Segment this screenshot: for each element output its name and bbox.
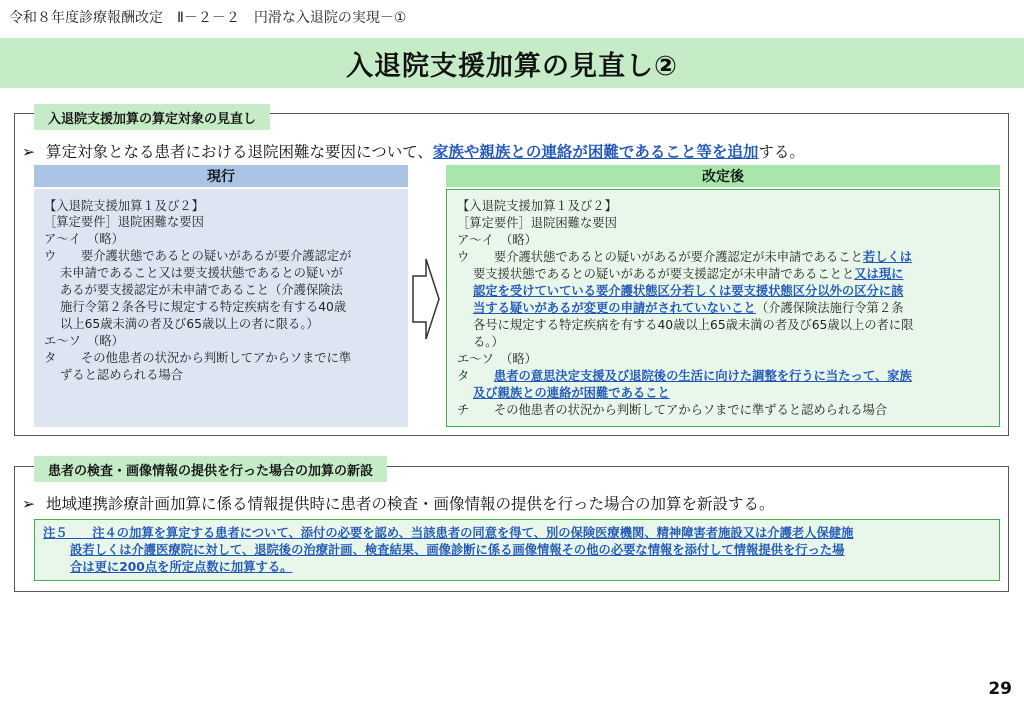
current-line: 以上65歳未満の者及び65歳以上の者に限る。） bbox=[60, 317, 319, 331]
note-line: 設若しくは介護医療院に対して、退院後の治療計画、検査結果、画像診断に係る画像情報その他の必要な情報を添付して情報提供を行った場 bbox=[70, 543, 845, 557]
bullet-image-info: ➢ 地域連携診療計画加算に係る情報提供時に患者の検査・画像情報の提供を行った場合の加算を新設する。 bbox=[22, 495, 775, 513]
page-title: 入退院支援加算の見直し② bbox=[346, 50, 678, 82]
revised-line: 当する疑いがあるが変更の申請がされていないこと（介護保険法施行令第２条 bbox=[473, 301, 904, 315]
revised-line: ［算定要件］退院困難な要因 bbox=[457, 216, 617, 230]
breadcrumb: 令和８年度診療報酬改定 Ⅱ－２－２ 円滑な入退院の実現－① bbox=[9, 10, 407, 26]
right-arrow-icon bbox=[412, 258, 440, 340]
revised-line: 要支援状態であるとの疑いがあるが要支援認定が未申請であることと又は現に bbox=[473, 267, 904, 281]
bullet-arrow-icon: ➢ bbox=[22, 143, 35, 161]
revised-panel bbox=[446, 189, 1000, 427]
current-panel bbox=[34, 189, 408, 427]
current-line: エ～ソ （略） bbox=[44, 334, 124, 348]
note-box bbox=[34, 519, 1000, 581]
current-line: 未申請であること又は要支援状態であるとの疑いが bbox=[60, 266, 343, 280]
page-number: 29 bbox=[988, 679, 1012, 699]
note-line: 合は更に200点を所定点数に加算する。 bbox=[70, 560, 293, 574]
revised-line: タ 患者の意思決定支援及び退院後の生活に向けた調整を行うに当たって、家族 bbox=[457, 369, 912, 383]
revised-line: ウ 要介護状態であるとの疑いがあるが要介護認定が未申請であること若しくは bbox=[457, 250, 913, 264]
current-line: タ その他患者の状況から判断してアからソまでに準 bbox=[44, 351, 352, 365]
revised-line: 【入退院支援加算１及び２】 bbox=[457, 199, 617, 213]
revised-line: 認定を受けていている要介護状態区分若しくは要支援状態区分以外の区分に該 bbox=[473, 284, 904, 298]
revised-line: 各号に規定する特定疾病を有する40歳以上65歳未満の者及び65歳以上の者に限 bbox=[473, 318, 914, 332]
revised-line: ア～イ （略） bbox=[457, 233, 537, 247]
current-line: ずると認められる場合 bbox=[60, 368, 183, 382]
current-line: ［算定要件］退院困難な要因 bbox=[44, 215, 204, 229]
note-line: 注５ 注４の加算を算定する患者について、添付の必要を認め、当該患者の同意を得て、別の保険医療機関、精神障害者施設又は介護老人保健施 bbox=[43, 526, 854, 540]
revised-line: 及び親族との連絡が困難であること bbox=[473, 386, 670, 400]
revised-column-heading: 改定後 bbox=[446, 165, 1000, 187]
revised-line: る。） bbox=[473, 335, 504, 349]
current-line: ウ 要介護状態であるとの疑いがあるが要介護認定が bbox=[44, 249, 352, 263]
section-tag-image-info: 患者の検査・画像情報の提供を行った場合の加算の新設 bbox=[34, 456, 387, 482]
current-line: ア～イ （略） bbox=[44, 232, 124, 246]
current-line: 【入退院支援加算１及び２】 bbox=[44, 199, 204, 213]
bullet-highlight: 家族や親族との連絡が困難であること等を追加 bbox=[432, 143, 759, 161]
current-line: 施行令第２条各号に規定する特定疾病を有する40歳 bbox=[60, 300, 347, 314]
revised-line: チ その他患者の状況から判断してアからソまでに準ずると認められる場合 bbox=[457, 403, 888, 417]
revised-line: エ～ソ （略） bbox=[457, 352, 537, 366]
section-tag-admission-support: 入退院支援加算の算定対象の見直し bbox=[34, 104, 270, 130]
bullet-arrow-icon: ➢ bbox=[22, 495, 35, 513]
current-line: あるが要支援認定が未申請であること（介護保険法 bbox=[60, 283, 343, 297]
bullet-admission-support: ➢ 算定対象となる患者における退院困難な要因について、家族や親族との連絡が困難であること等を追加する。 bbox=[22, 143, 805, 161]
title-bar bbox=[0, 38, 1024, 88]
current-column-heading: 現行 bbox=[34, 165, 408, 187]
